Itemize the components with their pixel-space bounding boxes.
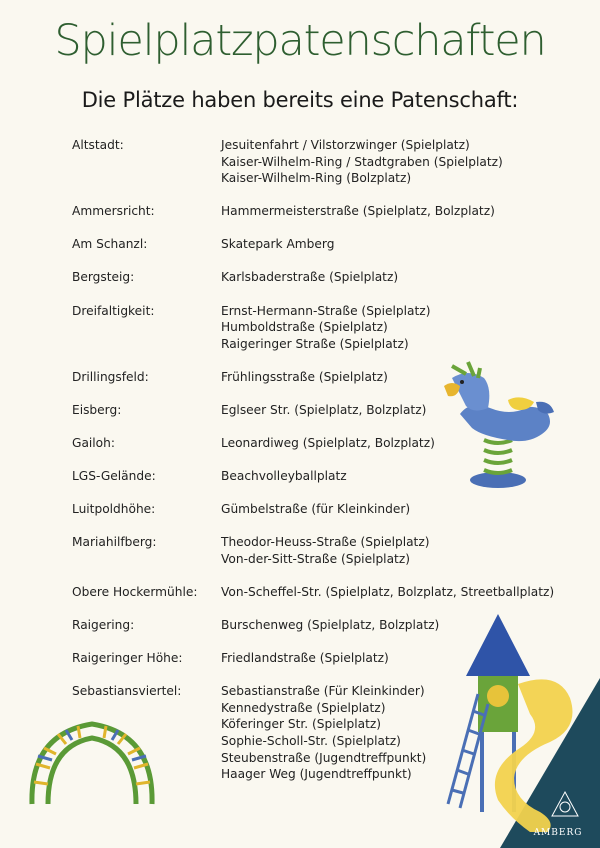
places-list [221,369,388,386]
place-entry: Jesuitenfahrt / Vilstorzwinger (Spielplatz) [221,138,470,152]
place-entry: Kaiser-Wilhelm-Ring (Bolzplatz) [221,171,412,186]
list-item [72,236,572,253]
place-entry: Humboldstraße (Spielplatz) [221,320,388,335]
district-label: Dreifaltigkeit: [72,303,155,318]
places-list [221,584,554,601]
district-label: Raigeringer Höhe: [72,651,183,666]
district-label: Raigering: [72,618,135,633]
place-entry: Frühlingsstraße (Spielplatz) [221,369,388,384]
place-entry: Skatepark Amberg [221,237,335,252]
places-list [221,236,334,253]
places-list [221,402,426,419]
place-entry: Steubenstraße (Jugendtreffpunkt) [221,750,427,765]
place-entry: Burschenweg (Spielplatz, Bolzplatz) [221,618,440,633]
place-entry: Köferinger Str. (Spielplatz) [221,717,382,732]
district-label: Luitpoldhöhe: [72,502,156,517]
district-label: Obere Hockermühle: [72,585,198,599]
list-item [72,303,572,353]
district-label: Drillingsfeld: [72,369,149,384]
page-subtitle: Die Plätze haben bereits eine Patenschaft: [81,88,519,112]
places-list [221,534,430,567]
list-item [72,269,572,286]
place-entry: Raigeringer Straße (Spielplatz) [221,336,409,351]
places-list [221,269,398,286]
place-entry: Sebastianstraße (Für Kleinkinder) [221,684,425,699]
district-label: Altstadt: [72,138,124,152]
places-list [221,683,426,783]
places-list [221,617,439,634]
place-entry: Gümbelstraße (für Kleinkinder) [221,502,411,517]
place-entry: Eglseer Str. (Spielplatz, Bolzplatz) [221,402,427,417]
district-label: LGS-Gelände: [72,469,156,484]
place-entry: Friedlandstraße (Spielplatz) [221,651,389,666]
district-label: Eisberg: [72,402,122,417]
list-item [72,137,572,187]
place-entry: Kennedystraße (Spielplatz) [221,700,386,715]
district-label: Bergsteig: [72,270,135,285]
places-list [221,435,435,452]
climbing-arch-icon [26,712,160,808]
place-entry: Haager Weg (Jugendtreffpunkt) [221,767,412,782]
place-entry: Beachvolleyballplatz [221,469,347,484]
place-entry: Theodor-Heuss-Straße (Spielplatz) [221,535,430,550]
district-label: Ammersricht: [72,204,155,219]
place-entry: Sophie-Scholl-Str. (Spielplatz) [221,734,401,749]
places-list [221,203,495,220]
places-list [221,650,389,667]
place-entry: Hammermeisterstraße (Spielplatz, Bolzplatz) [221,204,495,219]
place-entry: Von-der-Sitt-Straße (Spielplatz) [221,551,410,566]
place-entry: Von-Scheffel-Str. (Spielplatz, Bolzplatz, Streetballplatz) [221,585,555,599]
places-list [221,501,410,518]
place-entry: Leonardiweg (Spielplatz, Bolzplatz) [221,436,435,451]
places-list [221,137,503,187]
district-label: Mariahilfberg: [72,535,157,550]
list-item [72,534,572,567]
list-item [72,501,572,518]
district-label: Gailoh: [72,436,115,451]
place-entry: Kaiser-Wilhelm-Ring / Stadtgraben (Spielplatz) [221,154,503,169]
district-label: Am Schanzl: [72,237,148,252]
places-list [221,303,430,353]
amberg-logo-icon [550,790,580,818]
spring-rocker-horse-icon [438,356,558,492]
place-entry: Karlsbaderstraße (Spielplatz) [221,270,399,285]
places-list [221,468,347,485]
district-label: Sebastiansviertel: [72,684,182,699]
page-title: Spielplatzpatenschaften [54,16,546,66]
brand-label: AMBERG [533,828,583,838]
list-item [72,203,572,220]
place-entry: Ernst-Hermann-Straße (Spielplatz) [221,303,431,318]
list-item [72,584,572,601]
